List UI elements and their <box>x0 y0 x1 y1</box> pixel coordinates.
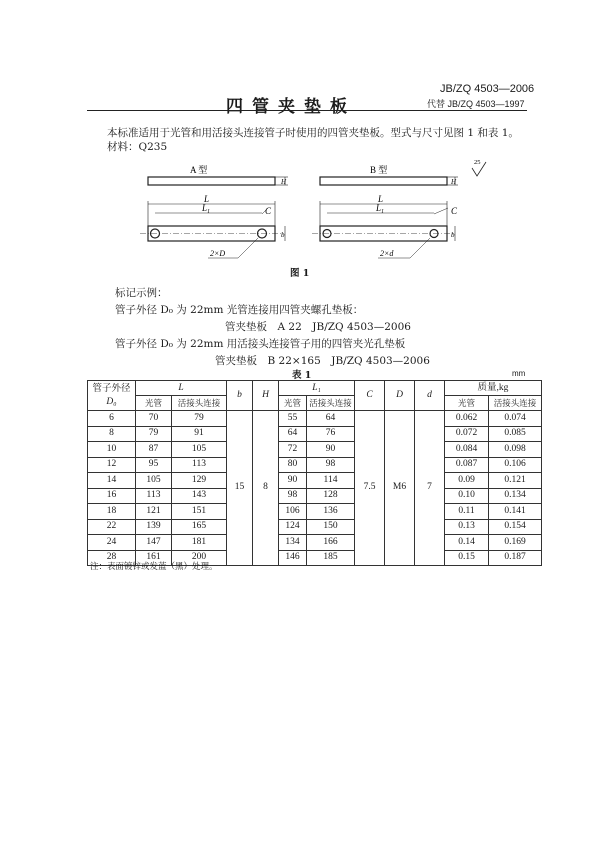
standard-number: JB/ZQ 4503—2006 <box>440 83 535 95</box>
cell-L1-union: 150 <box>307 519 355 535</box>
cell-mass-union: 0.074 <box>489 411 542 427</box>
figure-caption: 图 1 <box>290 268 310 279</box>
header-d: d <box>415 381 445 411</box>
table-row <box>88 457 542 473</box>
cell-mass-plain: 0.13 <box>445 519 489 535</box>
marking-b-description: 管子外径 D₀ 为 22mm 用活接头连接管子用的四管夹光孔垫板 <box>115 338 406 350</box>
cell-L1-union: 76 <box>307 426 355 442</box>
table-row <box>88 442 542 458</box>
cell-L-plain: 139 <box>136 519 172 535</box>
cell-mass-plain: 0.14 <box>445 535 489 551</box>
header-L-union: 活接头连接 <box>172 396 227 411</box>
cell-L1-plain: 72 <box>279 442 307 458</box>
cell-d0: 8 <box>88 426 136 442</box>
table-row <box>88 488 542 504</box>
cell-L1-plain: 98 <box>279 488 307 504</box>
type-a-hole-label: 2×D <box>210 249 226 258</box>
cell-L1-union: 98 <box>307 457 355 473</box>
header-mass-plain: 光管 <box>445 396 489 411</box>
title-divider <box>87 110 527 111</box>
cell-mass-union: 0.154 <box>489 519 542 535</box>
table-row <box>88 519 542 535</box>
cell-mass-plain: 0.087 <box>445 457 489 473</box>
table-row <box>88 535 542 551</box>
cell-L1-plain: 80 <box>279 457 307 473</box>
cell-L1-plain: 146 <box>279 550 307 566</box>
page-title: 四管夹垫板 <box>226 97 356 117</box>
type-a-h-label: H <box>281 178 287 186</box>
cell-L-plain: 95 <box>136 457 172 473</box>
cell-L1-plain: 55 <box>279 411 307 427</box>
type-b-b-label: b <box>451 231 455 239</box>
header-H: H <box>253 381 279 411</box>
type-b-side-view <box>320 177 447 185</box>
cell-L-plain: 121 <box>136 504 172 520</box>
cell-L1-plain: 106 <box>279 504 307 520</box>
cell-L1-union: 128 <box>307 488 355 504</box>
marking-a-code: 管夹垫板 A 22 JB/ZQ 4503—2006 <box>225 321 411 333</box>
cell-d0: 16 <box>88 488 136 504</box>
header-mass-union: 活接头连接 <box>489 396 542 411</box>
header-L-plain: 光管 <box>136 396 172 411</box>
cell-d0: 10 <box>88 442 136 458</box>
header-d0: 管子外径 D₀ <box>88 381 136 411</box>
cell-L-plain: 113 <box>136 488 172 504</box>
roughness-value: 25 <box>474 159 481 166</box>
header-L: L <box>136 381 227 396</box>
cell-D: M6 <box>385 411 415 566</box>
cell-L-union: 113 <box>172 457 227 473</box>
cell-L-plain: 161 <box>136 550 172 566</box>
cell-mass-plain: 0.062 <box>445 411 489 427</box>
cell-C: 7.5 <box>355 411 385 566</box>
table-row <box>88 473 542 489</box>
type-b-h-label: H <box>451 178 457 186</box>
cell-mass-plain: 0.072 <box>445 426 489 442</box>
cell-mass-union: 0.106 <box>489 457 542 473</box>
type-a-label: A 型 <box>190 165 208 175</box>
cell-mass-union: 0.085 <box>489 426 542 442</box>
cell-mass-union: 0.098 <box>489 442 542 458</box>
cell-L1-union: 64 <box>307 411 355 427</box>
type-b-label: B 型 <box>370 165 388 175</box>
type-b-hole-label: 2×d <box>380 249 394 258</box>
type-a-l-label: L <box>204 194 210 204</box>
table-row <box>88 504 542 520</box>
table-unit: mm <box>512 369 526 378</box>
cell-d0: 28 <box>88 550 136 566</box>
cell-L1-union: 185 <box>307 550 355 566</box>
cell-L-union: 200 <box>172 550 227 566</box>
table-row <box>88 426 542 442</box>
cell-L-union: 79 <box>172 411 227 427</box>
cell-L1-union: 166 <box>307 535 355 551</box>
table-caption: 表 1 <box>292 370 312 381</box>
cell-L1-plain: 64 <box>279 426 307 442</box>
cell-L1-union: 136 <box>307 504 355 520</box>
header-L1-plain: 光管 <box>279 396 307 411</box>
cell-d0: 22 <box>88 519 136 535</box>
cell-mass-union: 0.121 <box>489 473 542 489</box>
cell-L-plain: 70 <box>136 411 172 427</box>
cell-mass-union: 0.141 <box>489 504 542 520</box>
cell-L1-plain: 134 <box>279 535 307 551</box>
header-L1-union: 活接头连接 <box>307 396 355 411</box>
cell-d: 7 <box>415 411 445 566</box>
scope-paragraph: 本标准适用于光管和用活接头连接管子时使用的四管夹垫板。型式与尺寸见图 1 和表 1。 <box>107 127 519 139</box>
cell-L-union: 91 <box>172 426 227 442</box>
table-row <box>88 411 542 427</box>
type-a-b-label: b <box>281 231 285 239</box>
replaces-standard: 代替 JB/ZQ 4503—1997 <box>427 99 525 109</box>
material-line: 材料：Q235 <box>107 141 168 153</box>
cell-mass-union: 0.187 <box>489 550 542 566</box>
header-mass: 质量,kg <box>445 381 542 396</box>
marking-a-description: 管子外径 D₀ 为 22mm 光管连接用四管夹螺孔垫板： <box>115 304 364 316</box>
cell-L-union: 151 <box>172 504 227 520</box>
cell-d0: 24 <box>88 535 136 551</box>
marking-heading: 标记示例： <box>115 287 168 299</box>
header-b: b <box>227 381 253 411</box>
cell-H: 8 <box>253 411 279 566</box>
header-D: D <box>385 381 415 411</box>
cell-L-union: 105 <box>172 442 227 458</box>
cell-L-union: 165 <box>172 519 227 535</box>
cell-L-plain: 79 <box>136 426 172 442</box>
cell-d0: 6 <box>88 411 136 427</box>
type-a-c-label: C <box>265 206 272 216</box>
cell-d0: 14 <box>88 473 136 489</box>
cell-L-union: 143 <box>172 488 227 504</box>
cell-L-plain: 147 <box>136 535 172 551</box>
cell-L1-plain: 90 <box>279 473 307 489</box>
cell-L-union: 129 <box>172 473 227 489</box>
cell-d0: 18 <box>88 504 136 520</box>
cell-L1-union: 90 <box>307 442 355 458</box>
spec-table <box>87 380 542 566</box>
type-b-l-label: L <box>378 194 384 204</box>
table-note: 注：表面镀锌或发蓝（黑）处理。 <box>90 562 218 572</box>
cell-L-plain: 87 <box>136 442 172 458</box>
figure-drawing <box>120 150 500 268</box>
type-b-l1-label: $L_1$ <box>376 203 385 215</box>
cell-L1-union: 114 <box>307 473 355 489</box>
cell-L1-plain: 124 <box>279 519 307 535</box>
cell-mass-plain: 0.09 <box>445 473 489 489</box>
header-L1: L₁ <box>279 381 355 396</box>
cell-mass-plain: 0.084 <box>445 442 489 458</box>
cell-mass-plain: 0.15 <box>445 550 489 566</box>
cell-b: 15 <box>227 411 253 566</box>
cell-d0: 12 <box>88 457 136 473</box>
cell-mass-plain: 0.10 <box>445 488 489 504</box>
cell-mass-union: 0.134 <box>489 488 542 504</box>
cell-mass-plain: 0.11 <box>445 504 489 520</box>
cell-mass-union: 0.169 <box>489 535 542 551</box>
type-b-c-label: C <box>451 206 458 216</box>
cell-L-union: 181 <box>172 535 227 551</box>
marking-b-code: 管夹垫板 B 22×165 JB/ZQ 4503—2006 <box>215 355 430 367</box>
header-C: C <box>355 381 385 411</box>
cell-L-plain: 105 <box>136 473 172 489</box>
type-a-l1-label: $L_1$ <box>202 203 211 215</box>
type-a-side-view <box>148 177 275 185</box>
